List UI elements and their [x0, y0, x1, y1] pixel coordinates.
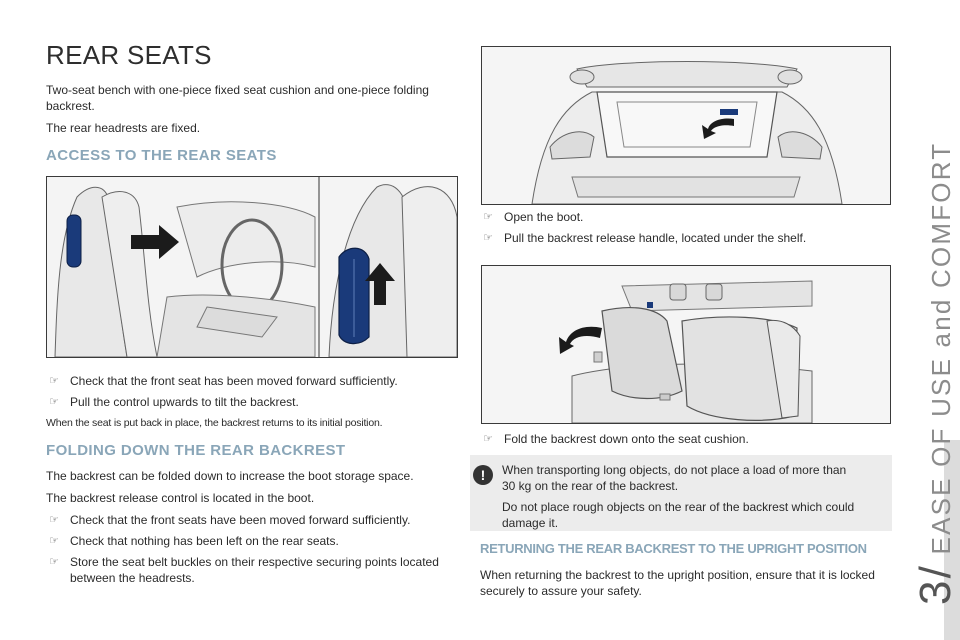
left-column [46, 40, 462, 142]
folding-text-2: The backrest release control is located in the boot. [46, 491, 315, 505]
list-item: ☞ Pull the backrest release handle, located under the shelf. [480, 230, 892, 246]
front-seat-drawing [47, 177, 457, 357]
folding-text-1: The backrest can be folded down to increase the boot storage space. [46, 469, 414, 483]
chapter-number: 3/ [911, 563, 960, 605]
list-item: ☞ Check that nothing has been left on the rear seats. [46, 533, 462, 549]
exclamation-icon: ! [473, 465, 493, 485]
pointing-finger-icon: ☞ [483, 433, 493, 445]
access-section [46, 147, 462, 164]
pointing-finger-icon: ☞ [49, 556, 59, 568]
pointing-finger-icon: ☞ [483, 211, 493, 223]
list-item: ☞ Open the boot. [480, 209, 892, 225]
return-heading: RETURNING THE REAR BACKREST TO THE UPRIGHT POSITION [480, 541, 867, 556]
access-note: When the seat is put back in place, the backrest returns to its initial position. [46, 417, 383, 429]
headrests-text: The rear headrests are fixed. [46, 121, 201, 135]
intro-text: Two-seat bench with one-piece fixed seat cushion and one-piece folding backrest. [46, 83, 429, 113]
list-item: ☞ Check that the front seats have been moved forward sufficiently. [46, 512, 462, 528]
pointing-finger-icon: ☞ [49, 375, 59, 387]
fold-step [480, 431, 892, 452]
backrest-drawing [482, 266, 890, 423]
pointing-finger-icon: ☞ [49, 396, 59, 408]
warning-text-1: When transporting long objects, do not place a load of more than 30 kg on the rear of the backrest. [502, 463, 847, 493]
list-item: ☞ Check that the front seat has been moved forward sufficiently. [46, 373, 462, 389]
boot-drawing [482, 47, 890, 204]
folding-section [46, 442, 462, 591]
access-heading: ACCESS TO THE REAR SEATS [46, 147, 277, 164]
page-title: REAR SEATS [46, 40, 212, 70]
warning-text-2: Do not place rough objects on the rear of the backrest which could damage it. [502, 500, 855, 530]
front-seat-illustration [46, 176, 458, 358]
list-item: ☞ Pull the control upwards to tilt the backrest. [46, 394, 462, 410]
chapter-title [911, 142, 960, 605]
pointing-finger-icon: ☞ [483, 232, 493, 244]
pointing-finger-icon: ☞ [49, 514, 59, 526]
pointing-finger-icon: ☞ [49, 535, 59, 547]
return-text: When returning the backrest to the upright position, ensure that it is locked securely to assure your safety. [480, 568, 875, 598]
boot-steps [480, 209, 892, 251]
access-steps [46, 373, 462, 437]
boot-illustration [481, 46, 891, 205]
backrest-illustration [481, 265, 891, 424]
folding-heading: FOLDING DOWN THE REAR BACKREST [46, 442, 346, 459]
return-section [480, 541, 892, 605]
list-item: ☞ Fold the backrest down onto the seat cushion. [480, 431, 892, 447]
list-item: ☞ Store the seat belt buckles on their respective securing points located between the headrests. [46, 554, 462, 586]
chapter-title-text: EASE OF USE and COMFORT [926, 141, 956, 555]
warning-text [502, 462, 862, 531]
